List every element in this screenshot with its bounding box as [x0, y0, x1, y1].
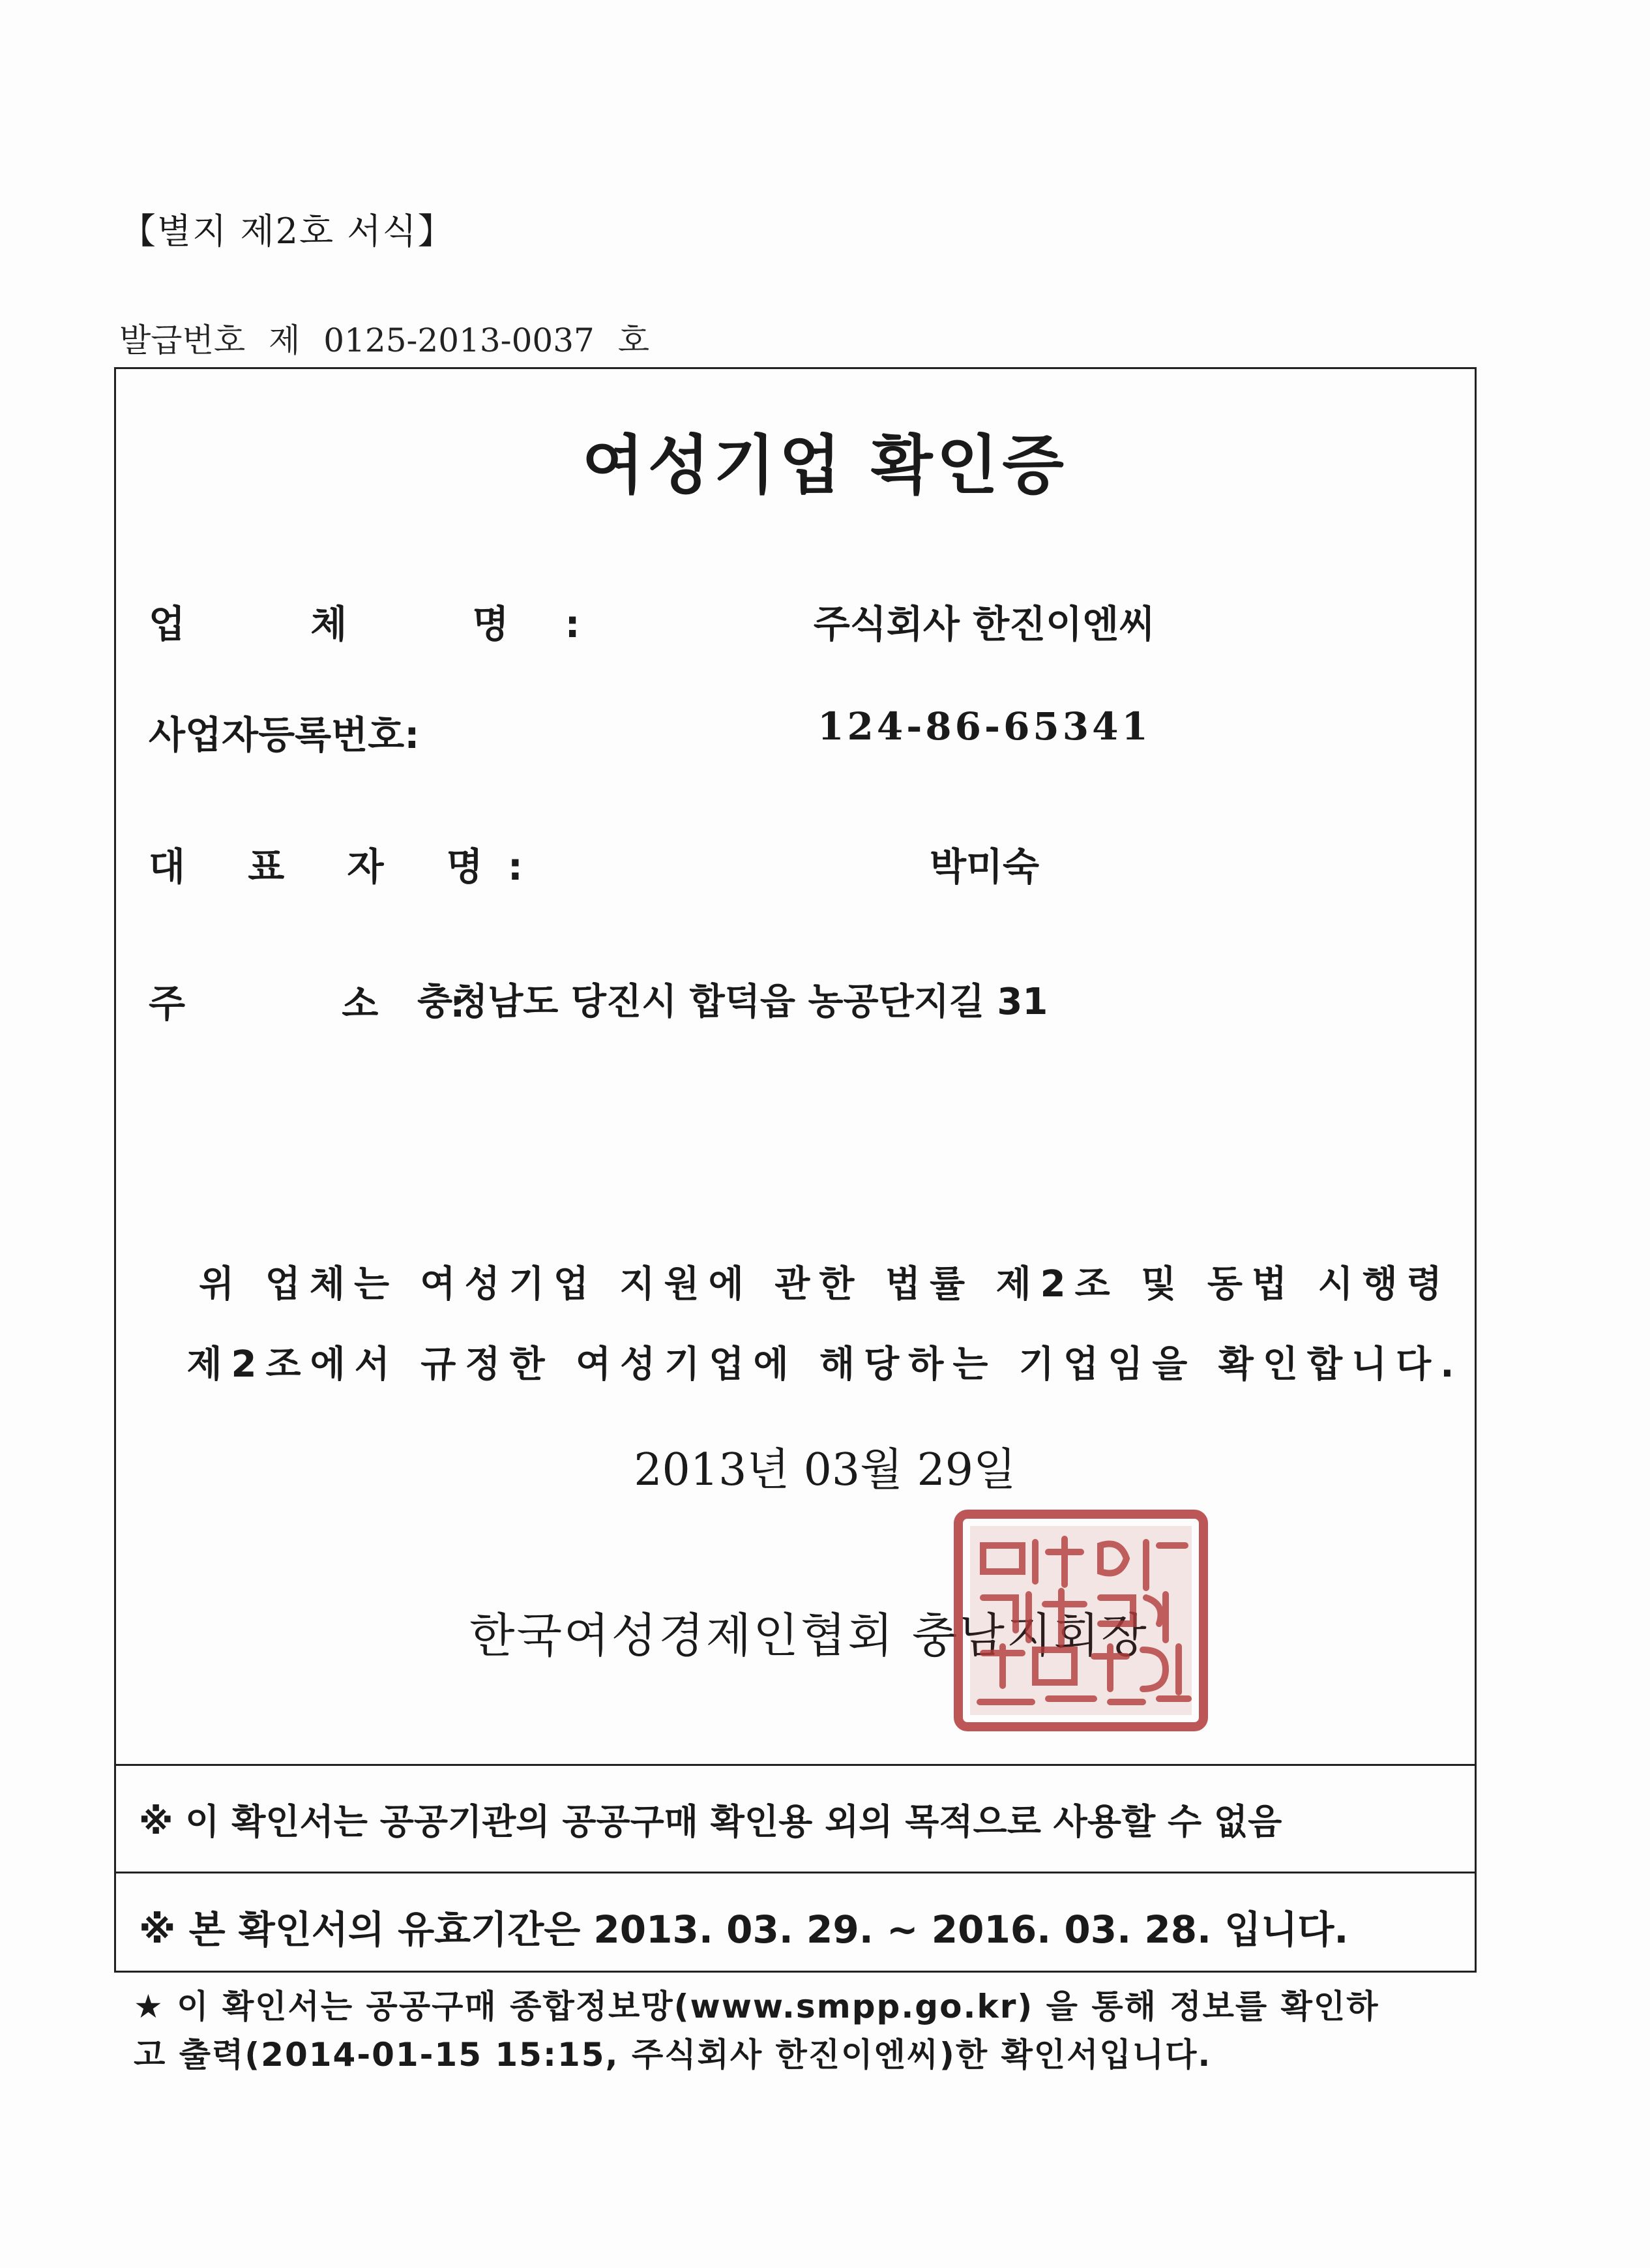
usage-note: ※ 이 확인서는 공공기관의 공공구매 확인용 외의 목적으로 사용할 수 없음	[114, 1764, 1477, 1872]
company-name-label: 업 체 명:	[149, 602, 636, 646]
form-label: 【별지 제2호 서식】	[121, 211, 454, 252]
certificate-title: 여성기업 확인증	[582, 428, 1068, 503]
footer-note	[134, 1982, 1535, 2079]
address-value: 충청남도 당진시 합덕읍 농공단지길 31	[417, 981, 1048, 1023]
official-seal-icon	[950, 1506, 1211, 1735]
statement-line-1: 위 업체는 여성기업 지원에 관한 법률 제2조 및 동법 시행령	[199, 1263, 1451, 1306]
company-name-value: 주식회사 한진이엔씨	[813, 602, 1156, 646]
issuer-name: 한국여성경제인협회 충남지회장	[469, 1608, 1149, 1663]
issue-date: 2013년 03월 29일	[634, 1444, 1016, 1496]
footer-line-1: ★ 이 확인서는 공공구매 종합정보망(www.smpp.go.kr) 을 통해 정보를 확인하	[134, 1988, 1379, 2025]
statement-line-2: 제2조에서 규정한 여성기업에 해당하는 기업임을 확인합니다.	[186, 1343, 1464, 1386]
business-registration-value: 124-86-65341	[818, 704, 1151, 749]
representative-label: 대 표 자 명:	[149, 844, 548, 889]
issue-number: 발급번호 제 0125-2013-0037 호	[119, 321, 650, 359]
validity-note: ※ 본 확인서의 유효기간은 2013. 03. 29. ~ 2016. 03. 28. 입니다.	[114, 1872, 1477, 1979]
footer-line-2: 고 출력(2014-01-15 15:15, 주식회사 한진이엔씨)한 확인서입니다.	[134, 2036, 1212, 2074]
address-label: 주 소:	[149, 981, 537, 1026]
representative-value: 박미숙	[929, 844, 1040, 889]
business-registration-label: 사업자등록번호:	[149, 713, 420, 757]
